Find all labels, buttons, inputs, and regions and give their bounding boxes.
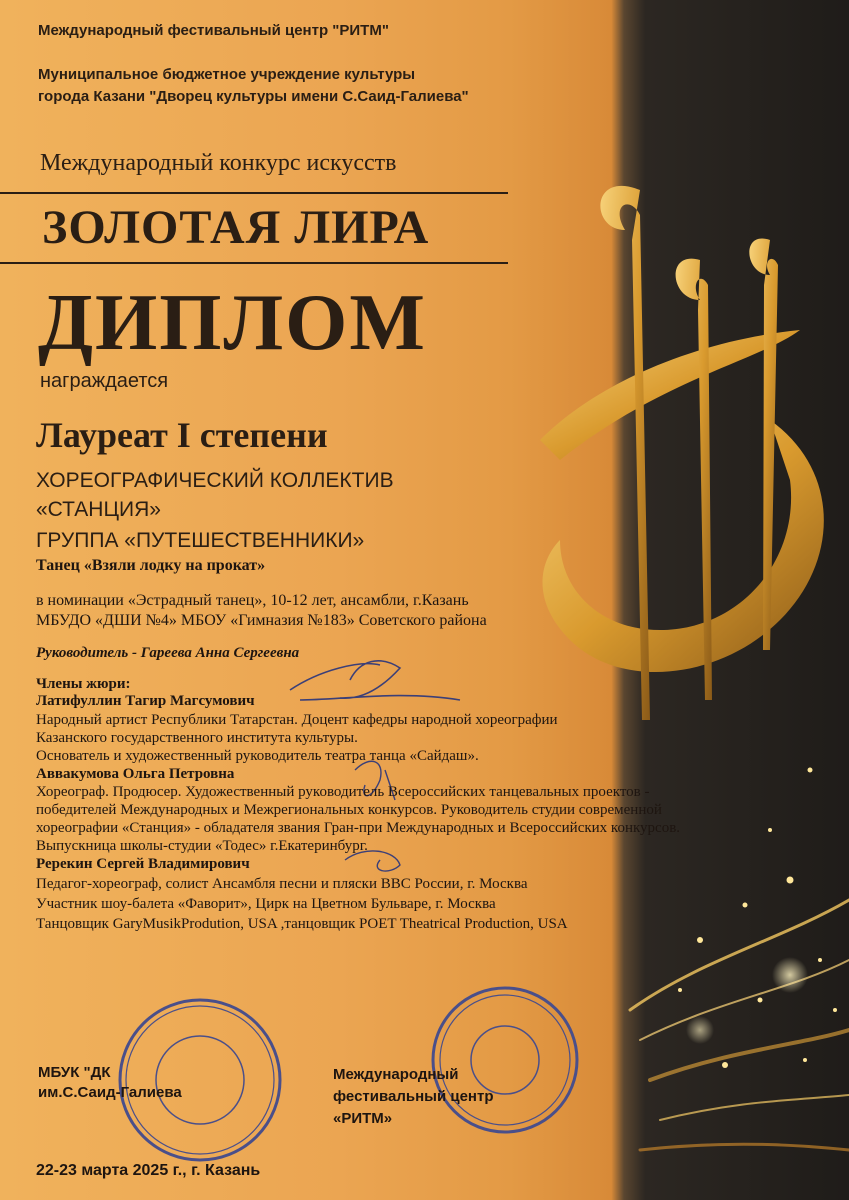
signature-1 [290, 661, 460, 700]
school-text: МБУДО «ДШИ №4» МБОУ «Гимназия №183» Советского района [36, 612, 487, 629]
stamp-left [120, 1000, 280, 1160]
group-line-3: ГРУППА «ПУТЕШЕСТВЕННИКИ» [36, 529, 365, 552]
jury-member-line: Казанского государственного института культуры. [36, 730, 358, 746]
group-line-1: ХОРЕОГРАФИЧЕСКИЙ КОЛЛЕКТИВ [36, 469, 394, 492]
divider-top [0, 192, 508, 194]
lyre-emblem [540, 186, 824, 720]
jury-member-line: Хореограф. Продюсер. Художественный руководитель Всероссийских танцевальных проектов - [36, 784, 650, 800]
org-line-2: Муниципальное бюджетное учреждение культуры [38, 66, 416, 83]
light-streaks [630, 900, 849, 1150]
jury-member-line: победителей Международных и Межрегиональных конкурсов. Руководитель студии современной [36, 802, 662, 818]
nomination-text: в номинации «Эстрадный танец», 10-12 лет, ансамбли, г.Казань [36, 592, 469, 609]
event-date: 22-23 марта 2025 г., г. Казань [36, 1162, 261, 1179]
leader-text: Руководитель - Гареева Анна Сергеевна [36, 645, 300, 661]
right-org-line-1: Международный [333, 1066, 459, 1083]
jury-heading: Члены жюри: [36, 676, 131, 692]
jury-member-line: Основатель и художественный руководитель театра танца «Сайдаш». [36, 748, 479, 764]
contest-subtitle: Международный конкурс искусств [40, 150, 397, 176]
awarded-label: награждается [40, 370, 169, 392]
diploma-title: ДИПЛОМ [38, 279, 427, 367]
jury-member-name: Ререкин Сергей Владимирович [36, 856, 250, 872]
jury-member-line: Народный артист Республики Татарстан. Доцент кафедры народной хореографии [36, 712, 558, 728]
group-line-2: «СТАНЦИЯ» [36, 498, 161, 521]
divider-bottom [0, 262, 508, 264]
stamp-right [433, 988, 577, 1132]
left-org-line-1: МБУК "ДК [38, 1064, 111, 1081]
left-org-line-2: им.С.Саид-Галиева [38, 1084, 182, 1101]
org-line-3: города Казани "Дворец культуры имени С.Саид-Галиева" [38, 88, 469, 105]
jury-member-line: Участник шоу-балета «Фаворит», Цирк на Цветном Бульваре, г. Москва [36, 896, 496, 912]
contest-name: ЗОЛОТАЯ ЛИРА [42, 201, 430, 254]
jury-member-line: Педагог-хореограф, солист Ансамбля песни и пляски ВВС России, г. Москва [36, 876, 528, 892]
degree-title: Лауреат I степени [36, 415, 328, 455]
jury-member-name: Латифуллин Тагир Магсумович [36, 693, 255, 709]
org-line-1: Международный фестивальный центр "РИТМ" [38, 22, 389, 39]
dance-title: Танец «Взяли лодку на прокат» [36, 557, 266, 574]
jury-member-line: Выпускница школы-студии «Тодес» г.Екатеринбург. [36, 838, 368, 854]
right-org-line-2: фестивальный центр [333, 1088, 494, 1105]
right-org-line-3: «РИТМ» [333, 1110, 393, 1127]
jury-member-line: Танцовщик GaryMusikProdution, USA ,танцовщик POET Theatrical Production, USA [36, 916, 568, 932]
jury-member-line: хореографии «Станция» - обладателя звания Гран-при Международных и Всероссийских конкурсов. [36, 820, 681, 836]
jury-member-name: Аввакумова Ольга Петровна [36, 766, 235, 782]
